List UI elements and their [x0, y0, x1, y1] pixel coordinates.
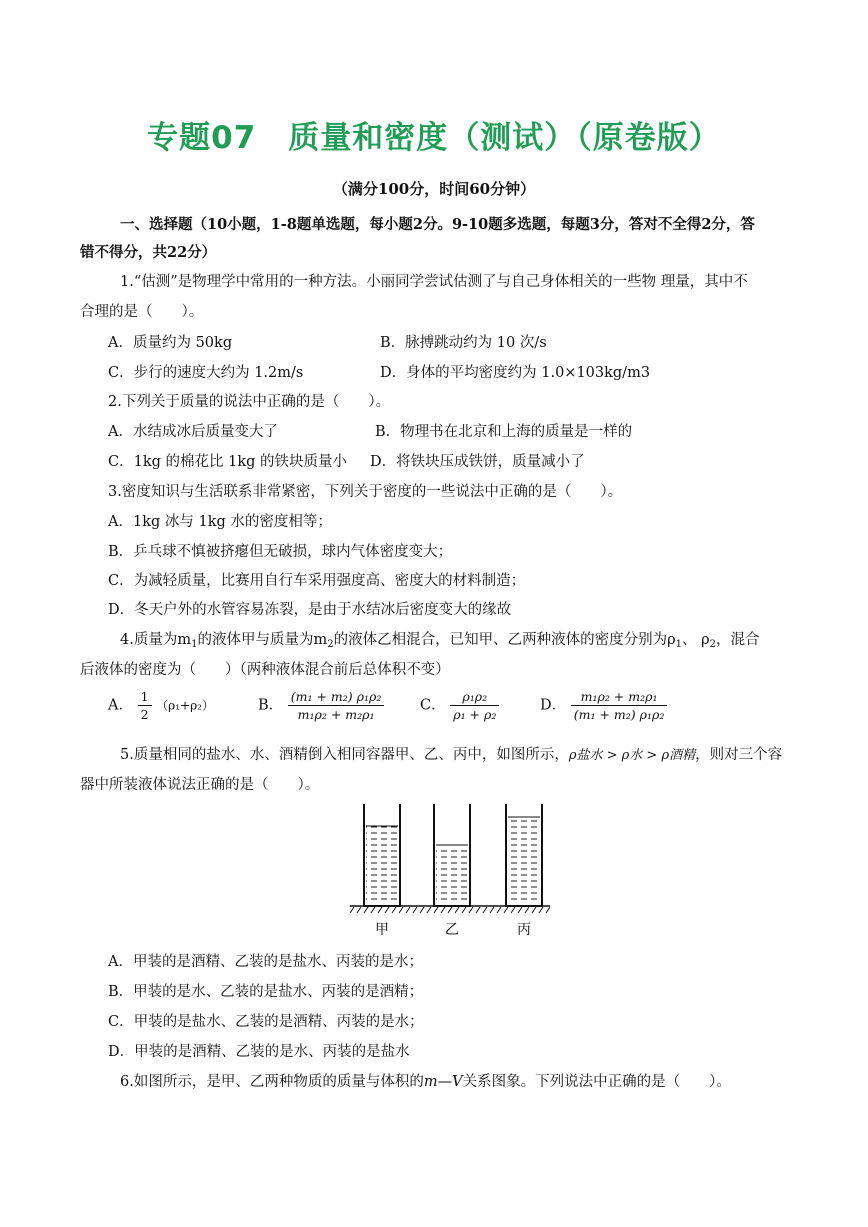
ground-hatching: [350, 907, 550, 913]
q6-stem: 6.如图所示，是甲、乙两种物质的质量与体积的m—V关系图象。下列说法中正确的是（ ）。: [120, 1074, 731, 1090]
q3-option-d: D．冬天户外的水管容易冻裂，是由于水结冰后密度变大的缘故: [108, 602, 512, 618]
q5-option-c: C．甲装的是盐水、乙装的是酒精、丙装的是水；: [108, 1014, 424, 1030]
liquid-jia: [366, 826, 398, 904]
q1-option-a: A．质量约为 50kg: [108, 335, 233, 351]
container-jia: [364, 804, 400, 906]
container-yi: [434, 804, 470, 906]
containers-figure: [350, 800, 550, 940]
label-bing: 丙: [517, 922, 531, 938]
label-yi: 乙: [445, 922, 459, 938]
q1-option-b: B．脉搏跳动约为 10 次/s: [380, 335, 547, 351]
q5-option-d: D．甲装的是酒精、乙装的是水、丙装的是盐水: [108, 1044, 410, 1060]
q3-option-b: B．乒乓球不慎被挤瘪但无破损，球内气体密度变大；: [108, 544, 453, 560]
q1-option-d: D．身体的平均密度约为 1.0×103kg/m3: [380, 365, 651, 381]
q2-option-b: B．物理书在北京和上海的质量是一样的: [375, 424, 633, 440]
q1-option-c: C．步行的速度大约为 1.2m/s: [108, 365, 304, 381]
q3-option-c: C．为减轻质量，比赛用自行车采用强度高、密度大的材料制造；: [108, 573, 526, 589]
q3-option-a: A．1kg 冰与 1kg 水的密度相等；: [108, 514, 332, 530]
container-bing: [506, 804, 542, 906]
q5-option-b: B．甲装的是水、乙装的是盐水、丙装的是酒精；: [108, 984, 424, 1000]
q4-option-c: C． $\frac{\text{ρ₁ρ₂}}{\text{ρ₁ + ρ₂}}$: [420, 688, 499, 723]
q4-stem-line1: 4.质量为$m_1$的液体甲与质量为$m_2$的液体乙相混合，已知甲、乙两种液体的密度分别为$\rho_1$、 $\rho_2$，混合: [120, 632, 760, 650]
liquid-yi: [436, 845, 468, 904]
document-title: 专题07 质量和密度（测试）（原卷版）: [147, 120, 721, 156]
q3-stem: 3.密度知识与生活联系非常紧密，下列关于密度的一些说法中正确的是（ ）。: [108, 484, 623, 500]
q4-option-a: A． $\frac{1}{2}$ （ρ₁+ρ₂）: [108, 689, 214, 722]
q4-option-d: D． $\frac{\text{m₁ρ₂ + m₂ρ₁}}{\text{(m₁ + m₂) ρ₁ρ₂}}$: [540, 688, 667, 723]
q2-option-c: C．1kg 的棉花比 1kg 的铁块质量小: [108, 454, 348, 470]
q4-stem-line2: 后液体的密度为（ ）（两种液体混合前后总体积不变）: [80, 662, 450, 678]
q4-option-b: B． $\frac{\text{(m₁ + m₂) ρ₁ρ₂}}{\text{m₁ρ₂ + m₂ρ₁}}$: [258, 688, 384, 723]
q2-stem: 2.下列关于质量的说法中正确的是（ ）。: [108, 394, 391, 410]
q2-option-d: D．将铁块压成铁饼，质量减小了: [370, 454, 585, 470]
q2-option-a: A．水结成冰后质量变大了: [108, 424, 278, 440]
q5-stem-line1: 5.质量相同的盐水、水、酒精倒入相同容器甲、乙、丙中，如图所示，ρ盐水 > ρ水 > ρ酒精，则对三个容: [120, 747, 783, 763]
q5-option-a: A．甲装的是酒精、乙装的是盐水、丙装的是水；: [108, 954, 423, 970]
section-heading-line1: 一、选择题（10小题，1-8题单选题，每小题2分。9-10题多选题，每题3分，答对不全得2分，答: [120, 216, 755, 233]
liquid-bing: [508, 817, 540, 904]
section-heading-line2: 错不得分，共22分）: [80, 244, 217, 261]
q1-stem-line2: 合理的是（ ）。: [80, 304, 204, 320]
q5-stem-line2: 器中所装液体说法正确的是（ ）。: [80, 777, 320, 793]
document-subtitle: （满分100分，时间60分钟）: [332, 180, 536, 198]
label-jia: 甲: [375, 922, 389, 938]
q1-stem-line1: 1.“估测”是物理学中常用的一种方法。小丽同学尝试估测了与自己身体相关的一些物 理量，其中不: [120, 274, 748, 290]
